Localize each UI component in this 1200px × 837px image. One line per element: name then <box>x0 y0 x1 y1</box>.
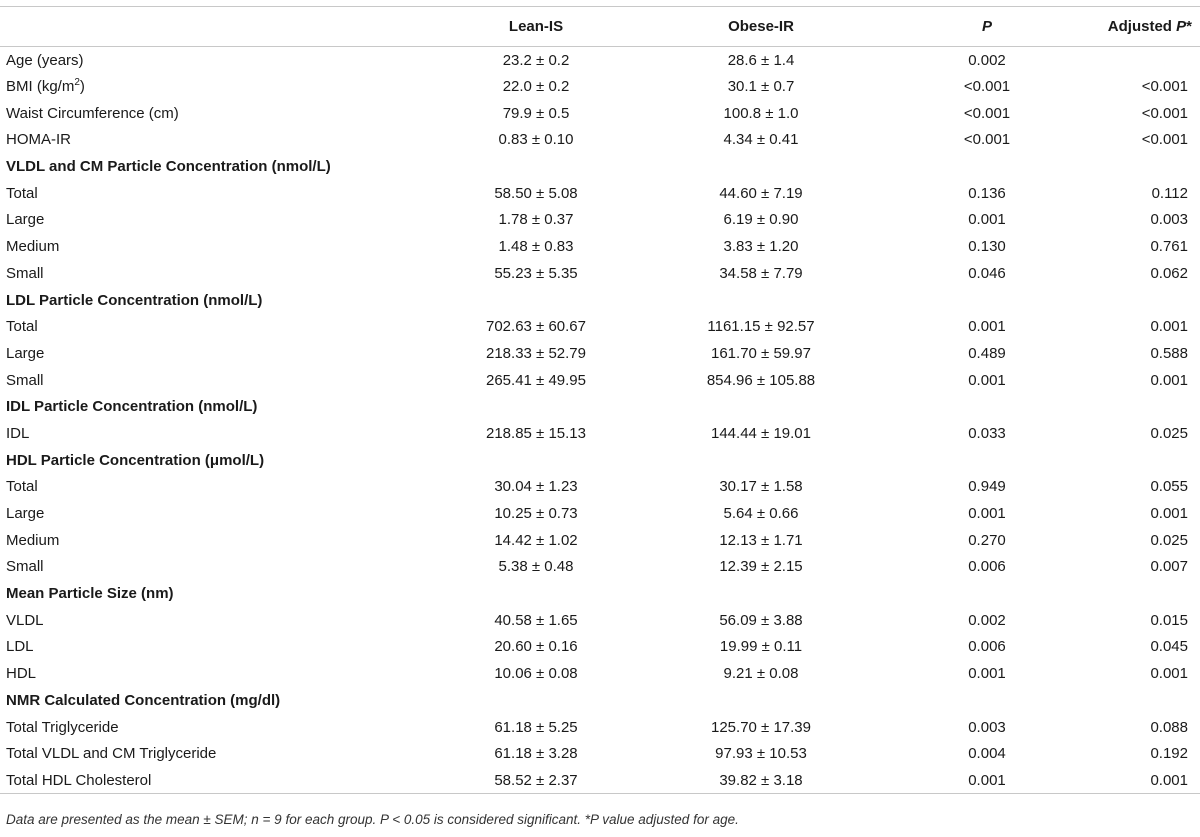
table-row <box>0 714 1200 741</box>
lean-is-value: 10.06 ± 0.08 <box>494 665 578 683</box>
header-p: P <box>981 18 992 35</box>
adjusted-p-value: 0.761 <box>1150 238 1188 256</box>
row-label-text: Medium <box>6 531 60 549</box>
adjusted-p-value: 0.001 <box>1150 665 1188 683</box>
p-value: <0.001 <box>963 131 1011 149</box>
table-footnote: Data are presented as the mean ± SEM; n = 9 for each group. P < 0.05 is considered significant. *P value adjusted for age. <box>6 812 739 827</box>
adjusted-p-value: 0.088 <box>1150 718 1188 736</box>
section-title: VLDL and CM Particle Concentration (nmol/L) <box>6 158 331 176</box>
table-row <box>0 527 1200 554</box>
adjusted-p-value: 0.015 <box>1150 611 1188 629</box>
row-label-text: Large <box>6 344 45 362</box>
header-lean-is: Lean-IS <box>508 18 564 35</box>
p-value: 0.001 <box>968 211 1006 229</box>
adjusted-p-value: 0.062 <box>1150 264 1188 282</box>
p-value: <0.001 <box>963 78 1011 96</box>
adjusted-p-value: <0.001 <box>1141 131 1188 149</box>
header-row <box>0 7 1200 47</box>
section-header-row <box>0 153 1200 180</box>
section-title: LDL Particle Concentration (nmol/L) <box>6 291 263 309</box>
p-value: 0.004 <box>968 745 1006 763</box>
lean-is-value: 58.52 ± 2.37 <box>494 771 578 789</box>
row-label <box>0 554 380 581</box>
row-label <box>0 660 380 687</box>
row-label <box>0 73 380 100</box>
lean-is-value: 218.85 ± 15.13 <box>486 424 586 442</box>
section-header-row <box>0 687 1200 714</box>
adjusted-p-value: 0.025 <box>1150 424 1188 442</box>
p-value: 0.949 <box>968 478 1006 496</box>
p-value: 0.003 <box>968 718 1006 736</box>
p-value: 0.046 <box>968 264 1006 282</box>
p-value: 0.006 <box>968 638 1006 656</box>
table-row <box>0 233 1200 260</box>
row-label <box>0 500 380 527</box>
row-label <box>0 607 380 634</box>
obese-ir-value: 100.8 ± 1.0 <box>723 104 799 122</box>
obese-ir-value: 161.70 ± 59.97 <box>711 344 811 362</box>
row-label-text: VLDL <box>6 611 44 629</box>
lean-is-value: 5.38 ± 0.48 <box>498 558 574 576</box>
row-label-text: HOMA-IR <box>6 131 71 149</box>
row-label-text: Medium <box>6 238 60 256</box>
lean-is-value: 40.58 ± 1.65 <box>494 611 578 629</box>
section-title: NMR Calculated Concentration (mg/dl) <box>6 691 281 709</box>
row-label-text: Total <box>6 318 38 336</box>
row-label <box>0 474 380 501</box>
table-row <box>0 313 1200 340</box>
section-header-row <box>0 393 1200 420</box>
section-title: HDL Particle Concentration (μmol/L) <box>6 451 265 469</box>
obese-ir-value: 125.70 ± 17.39 <box>711 718 811 736</box>
adjusted-p-value: 0.045 <box>1150 638 1188 656</box>
obese-ir-value: 3.83 ± 1.20 <box>723 238 799 256</box>
row-label <box>0 367 380 394</box>
obese-ir-value: 6.19 ± 0.90 <box>723 211 799 229</box>
row-label-text: Large <box>6 505 45 523</box>
section-header-row <box>0 447 1200 474</box>
header-label <box>0 7 380 47</box>
row-label-superscript: 2 <box>74 77 80 89</box>
header-adjusted-prefix: Adjusted <box>1107 18 1177 35</box>
row-label <box>0 260 380 287</box>
row-label <box>0 767 380 794</box>
row-label-text: LDL <box>6 638 34 656</box>
lean-is-value: 265.41 ± 49.95 <box>486 371 586 389</box>
header-adjusted-p <box>1050 7 1200 47</box>
row-label-text: Small <box>6 264 44 282</box>
p-value: 0.270 <box>968 531 1006 549</box>
table-body <box>0 47 1200 794</box>
obese-ir-value: 56.09 ± 3.88 <box>719 611 803 629</box>
lean-is-value: 30.04 ± 1.23 <box>494 478 578 496</box>
lean-is-value: 1.48 ± 0.83 <box>498 238 574 256</box>
lean-is-value: 61.18 ± 3.28 <box>494 745 578 763</box>
lean-is-value: 702.63 ± 60.67 <box>486 318 586 336</box>
row-label <box>0 47 380 74</box>
lean-is-value: 218.33 ± 52.79 <box>486 344 586 362</box>
table-header <box>0 7 1200 47</box>
obese-ir-value: 854.96 ± 105.88 <box>706 371 816 389</box>
lean-is-value: 20.60 ± 0.16 <box>494 638 578 656</box>
row-label-suffix: ) <box>79 78 85 96</box>
obese-ir-value: 30.1 ± 0.7 <box>727 78 795 96</box>
table-row <box>0 634 1200 661</box>
obese-ir-value: 19.99 ± 0.11 <box>719 638 803 656</box>
obese-ir-value: 9.21 ± 0.08 <box>723 665 799 683</box>
row-label-text: Large <box>6 211 45 229</box>
section-header-row <box>0 580 1200 607</box>
lean-is-value: 22.0 ± 0.2 <box>502 78 570 96</box>
row-label-text: Total HDL Cholesterol <box>6 771 152 789</box>
adjusted-p-value: 0.055 <box>1150 478 1188 496</box>
adjusted-p-value: 0.588 <box>1150 344 1188 362</box>
row-label <box>0 127 380 154</box>
row-label-text: HDL <box>6 665 37 683</box>
adjusted-p-value: <0.001 <box>1141 104 1188 122</box>
adjusted-p-value: 0.001 <box>1150 318 1188 336</box>
lean-is-value: 0.83 ± 0.10 <box>498 131 574 149</box>
lean-is-value: 10.25 ± 0.73 <box>494 505 578 523</box>
row-label-text: BMI (kg/m <box>6 78 75 96</box>
row-label-text: Waist Circumference (cm) <box>6 104 179 122</box>
section-title: Mean Particle Size (nm) <box>6 585 174 603</box>
p-value: 0.001 <box>968 665 1006 683</box>
row-label <box>0 313 380 340</box>
table-row <box>0 500 1200 527</box>
adjusted-p-value: 0.003 <box>1150 211 1188 229</box>
table-row <box>0 554 1200 581</box>
table-row <box>0 767 1200 794</box>
adjusted-p-value: 0.025 <box>1150 531 1188 549</box>
row-label-text: Total VLDL and CM Triglyceride <box>6 745 217 763</box>
row-label-text: IDL <box>6 424 30 442</box>
row-label <box>0 420 380 447</box>
p-value: <0.001 <box>963 104 1011 122</box>
p-value: 0.002 <box>968 51 1006 69</box>
lean-is-value: 55.23 ± 5.35 <box>494 264 578 282</box>
row-label-text: Total <box>6 184 38 202</box>
p-value: 0.002 <box>968 611 1006 629</box>
adjusted-p-value: 0.192 <box>1150 745 1188 763</box>
adjusted-p-value <box>1050 47 1200 74</box>
obese-ir-value: 39.82 ± 3.18 <box>719 771 803 789</box>
p-value: 0.001 <box>968 771 1006 789</box>
table-row <box>0 47 1200 74</box>
row-label-text: Small <box>6 558 44 576</box>
obese-ir-value: 144.44 ± 19.01 <box>711 424 811 442</box>
row-label <box>0 527 380 554</box>
lean-is-value: 14.42 ± 1.02 <box>494 531 578 549</box>
lean-is-value: 58.50 ± 5.08 <box>494 184 578 202</box>
row-label <box>0 100 380 127</box>
row-label <box>0 740 380 767</box>
table-row <box>0 180 1200 207</box>
adjusted-p-value: 0.112 <box>1151 184 1188 202</box>
obese-ir-value: 30.17 ± 1.58 <box>719 478 803 496</box>
table-row <box>0 607 1200 634</box>
row-label-text: Total <box>6 478 38 496</box>
table-row <box>0 420 1200 447</box>
p-value: 0.130 <box>968 238 1006 256</box>
p-value: 0.001 <box>968 318 1006 336</box>
table-row <box>0 127 1200 154</box>
table-row <box>0 740 1200 767</box>
obese-ir-value: 34.58 ± 7.79 <box>719 264 803 282</box>
header-adjusted-p-letter: P <box>1176 18 1187 35</box>
row-label-text: Small <box>6 371 44 389</box>
obese-ir-value: 1161.15 ± 92.57 <box>707 318 815 336</box>
obese-ir-value: 44.60 ± 7.19 <box>719 184 803 202</box>
adjusted-p-value: 0.001 <box>1150 505 1188 523</box>
table-row <box>0 260 1200 287</box>
lipoprotein-table <box>0 6 1200 794</box>
row-label <box>0 207 380 234</box>
lean-is-value: 23.2 ± 0.2 <box>502 51 570 69</box>
table-row <box>0 474 1200 501</box>
obese-ir-value: 12.13 ± 1.71 <box>719 531 803 549</box>
table-row <box>0 207 1200 234</box>
table-row <box>0 340 1200 367</box>
p-value: 0.006 <box>968 558 1006 576</box>
row-label <box>0 714 380 741</box>
table-row <box>0 100 1200 127</box>
p-value: 0.489 <box>968 344 1006 362</box>
adjusted-p-value: 0.001 <box>1150 771 1188 789</box>
lean-is-value: 1.78 ± 0.37 <box>498 211 574 229</box>
row-label-text: Total Triglyceride <box>6 718 119 736</box>
data-table-container <box>0 6 1200 794</box>
row-label <box>0 634 380 661</box>
table-row <box>0 660 1200 687</box>
table-row <box>0 73 1200 100</box>
p-value: 0.136 <box>968 184 1006 202</box>
obese-ir-value: 12.39 ± 2.15 <box>719 558 803 576</box>
lean-is-value: 61.18 ± 5.25 <box>494 718 578 736</box>
obese-ir-value: 4.34 ± 0.41 <box>723 131 799 149</box>
obese-ir-value: 5.64 ± 0.66 <box>723 505 799 523</box>
section-header-row <box>0 287 1200 314</box>
adjusted-p-value: 0.001 <box>1150 371 1188 389</box>
obese-ir-value: 97.93 ± 10.53 <box>715 745 807 763</box>
header-adjusted-suffix: * <box>1186 18 1192 35</box>
obese-ir-value: 28.6 ± 1.4 <box>727 51 795 69</box>
table-row <box>0 367 1200 394</box>
adjusted-p-value: <0.001 <box>1141 78 1188 96</box>
row-label-text: Age (years) <box>6 51 84 69</box>
section-title: IDL Particle Concentration (nmol/L) <box>6 398 258 416</box>
row-label <box>0 233 380 260</box>
p-value: 0.001 <box>968 371 1006 389</box>
lean-is-value: 79.9 ± 0.5 <box>502 104 570 122</box>
row-label <box>0 180 380 207</box>
row-label <box>0 340 380 367</box>
header-obese-ir: Obese-IR <box>728 18 794 35</box>
adjusted-p-value: 0.007 <box>1150 558 1188 576</box>
p-value: 0.001 <box>968 505 1006 523</box>
p-value: 0.033 <box>968 424 1006 442</box>
